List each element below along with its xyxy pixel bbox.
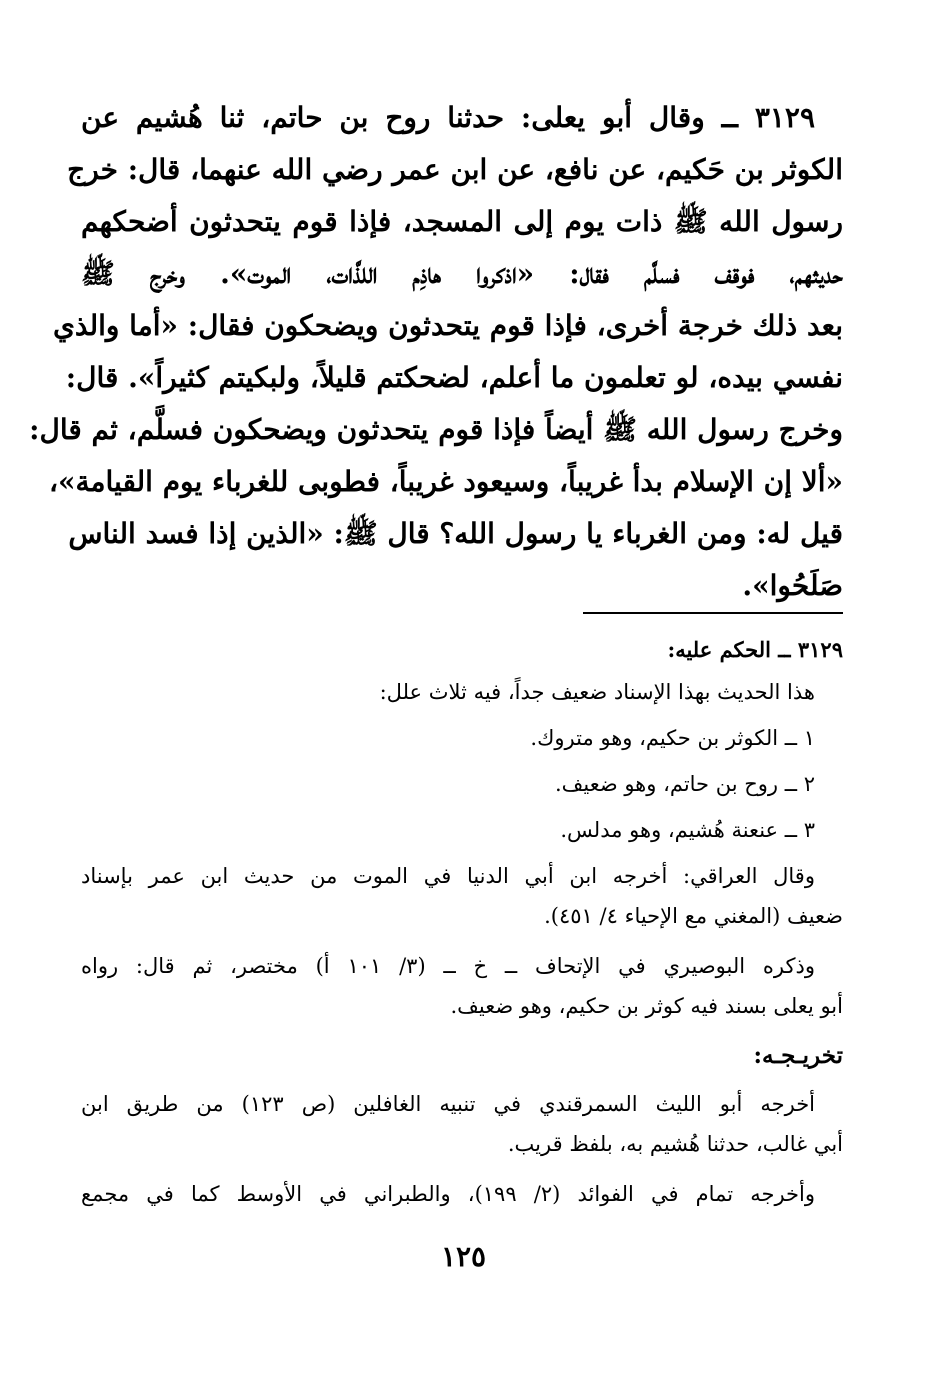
- ruling-item: ١ ــ الكوثر بن حكيم، وهو متروك.: [530, 726, 815, 750]
- footnote-divider: [583, 612, 843, 614]
- iraqi-note-line: وقال العراقي: أخرجه ابن أبي الدنيا في الموت من حديث ابن عمر بإسناد: [81, 864, 815, 888]
- ruling-intro: هذا الحديث بهذا الإسناد ضعيف جداً، فيه ثلاث علل:: [379, 680, 815, 704]
- hadith-line: الكوثر بن حَكيم، عن نافع، عن ابن عمر رضي الله عنهما، قال: خرج: [67, 153, 843, 186]
- hadith-line: وخرج رسول الله ﷺ أيضاً فإذا قوم يتحدثون ويضحكون فسلَّم، ثم قال:: [29, 413, 843, 446]
- hadith-line: حديثهم، فوقف فسلَّم فقال: «اذكروا هاذِم اللذَّات، الموت». وخرج ﷺ: [81, 257, 843, 290]
- takhrij-line: وأخرجه تمام في الفوائد (٢/ ١٩٩)، والطبراني في الأوسط كما في مجمع: [81, 1182, 815, 1206]
- iraqi-note-line: ضعيف (المغني مع الإحياء ٤/ ٤٥١).: [544, 904, 843, 928]
- hadith-line: رسول الله ﷺ ذات يوم إلى المسجد، فإذا قوم يتحدثون أضحكهم: [81, 205, 843, 238]
- takhrij-line: أخرجه أبو الليث السمرقندي في تنبيه الغافلين (ص ١٢٣) من طريق ابن: [81, 1092, 816, 1116]
- hadith-line: نفسي بيده، لو تعلمون ما أعلم، لضحكتم قليلاً، ولبكيتم كثيراً». قال:: [65, 361, 843, 394]
- ruling-item: ٣ ــ عنعنة هُشيم، وهو مدلس.: [560, 818, 815, 842]
- busiri-note-line: وذكره البوصيري في الإتحاف ــ خ ــ (٣/ ١٠١ أ) مختصر، ثم قال: رواه: [81, 954, 815, 978]
- busiri-note-line: أبو يعلى بسند فيه كوثر بن حكيم، وهو ضعيف.: [450, 994, 843, 1018]
- takhrij-line: أبي غالب، حدثنا هُشيم به، بلفظ قريب.: [507, 1132, 843, 1156]
- ruling-heading: ٣١٢٩ ــ الحكم عليه:: [667, 637, 843, 662]
- page-number: ١٢٥: [440, 1240, 487, 1273]
- hadith-line: قيل له: ومن الغرباء يا رسول الله؟ قال ﷺ: «الذين إذا فسد الناس: [68, 517, 843, 550]
- hadith-line: بعد ذلك خرجة أخرى، فإذا قوم يتحدثون ويضحكون فقال: «أما والذي: [52, 309, 843, 342]
- ruling-item: ٢ ــ روح بن حاتم، وهو ضعيف.: [554, 772, 815, 796]
- hadith-line: ٣١٢٩ ــ وقال أبو يعلى: حدثنا روح بن حاتم، ثنا هُشيم عن: [81, 101, 815, 134]
- hadith-line: صَلَحُوا».: [742, 569, 843, 602]
- takhrij-heading: تخريـجـه:: [753, 1042, 843, 1069]
- hadith-line: «ألا إن الإسلام بدأ غريباً، وسيعود غريباً، فطوبى للغرباء يوم القيامة»،: [48, 465, 843, 498]
